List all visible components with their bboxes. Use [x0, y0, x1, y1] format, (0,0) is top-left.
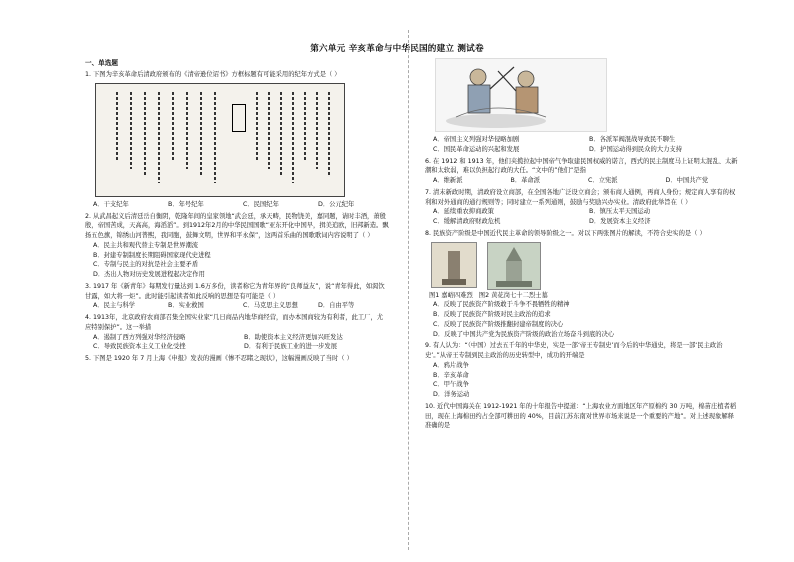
answer-option[interactable]: D．洋务运动: [433, 391, 470, 398]
answer-option[interactable]: D．杰出人物对历史发展进程起决定作用: [93, 271, 205, 279]
decree-text-column: [144, 92, 146, 176]
question-text: 5. 下图是 1920 年 7 月上海《申报》发表的漫画《惨不忍睹之现状》，这幅漫画反映了当时（ ）: [85, 355, 353, 363]
page-title: 第六单元 辛亥革命与中华民国的建立 测试卷: [310, 44, 484, 54]
decree-text-column: [256, 92, 258, 162]
decree-text-column: [214, 92, 216, 183]
decree-text-column: [200, 92, 202, 176]
answer-options: [433, 361, 739, 400]
decree-text-column: [116, 92, 118, 162]
answer-option[interactable]: C．马克思主义思想: [243, 302, 298, 310]
decree-text-column: [304, 92, 306, 162]
tomb-drawing: [488, 243, 540, 289]
answer-option[interactable]: A．民主与科学: [93, 302, 136, 310]
question-text: 7. 清末新政时期，清政府设立商部，在全国各地广泛设立商会；颁布商人通例，再商人身份；规定商人享有的权利和对外通商的通行规则等；同时建立一系列通则，鼓励与奖励兴办实业。清政府此举旨在（ ）: [425, 188, 736, 206]
question-text: 4. 1913年，北京政府农商部召集全国实业家“几日商品内地华商经营，而办本国商较为有利者，此工厂，尤应特别保护”。这一举措: [85, 314, 384, 331]
decree-text-column: [186, 92, 188, 169]
question-text: 9. 有人认为：“（中国）过去五千年的中华史，实是一部‘帝王专制史’而今后的中华通史，将是一部‘民主政治史’。”从帝王专制到民主政治的历史转型中，成功的开端是: [425, 342, 723, 359]
answer-option[interactable]: B．革命派: [510, 177, 541, 184]
left-column: [85, 58, 389, 366]
abdication-decree-image: [95, 83, 345, 197]
answer-option[interactable]: D．公元纪年: [318, 200, 355, 208]
question-block: [425, 188, 739, 227]
answer-options: [93, 301, 389, 311]
decree-text-column: [292, 92, 294, 183]
answer-option[interactable]: B．反映了民族资产阶级对民主政治的追求: [433, 311, 551, 318]
answer-option[interactable]: C．缓解清政府财政危机: [433, 218, 501, 225]
question-text: 6. 在 1912 和 1913 年，他们夹揽拉起中国帝气争取建民国权威的诺言，西式的民主制度马上证明太混乱、太新潮和太软弱，难以负担起行政的大任。“文中的”他们“是指: [425, 157, 738, 175]
answer-option[interactable]: A．遏制了西方列强对华经济侵略: [93, 333, 186, 341]
answer-options: [93, 333, 389, 353]
question-text: 1. 下图为辛亥革命后清政府颁布的《清帝逊位诏书》方框标题有可能采用的纪年方式是（ ）: [85, 71, 341, 79]
question-block: [85, 282, 389, 311]
answer-option[interactable]: A．鸦片战争: [433, 361, 469, 369]
warlord-cartoon-image: [435, 58, 607, 132]
answer-option[interactable]: C．专制与民主的对抗是社会主要矛盾: [93, 261, 199, 269]
answer-option[interactable]: B．镇压太平天国运动: [589, 208, 650, 216]
answer-option[interactable]: B．封建专制制度长期阻碍国家现代史进程: [93, 251, 211, 259]
tomb-photo: [487, 242, 541, 290]
answer-option[interactable]: C．导致民族资本主义工业化受挫: [93, 343, 186, 351]
column-divider: [408, 30, 409, 550]
left-question-list: [85, 70, 389, 364]
answer-options: [433, 135, 739, 155]
decree-text-column: [268, 92, 270, 169]
question-block: [425, 229, 739, 340]
decree-text-column: [328, 92, 330, 176]
answer-option[interactable]: A．干支纪年: [93, 200, 129, 208]
question-text: 10. 近代中国海关在 1912-1921 年的十年报告中提道：“上海农业方面地区年产原棉约 30 万吨，棉苗庄植者稻田，现在上海棉田约占全部可耕田的 40%，目前江苏东南对世界市场来说是一个重要的产地”。对上述现象解释准确的是: [425, 402, 737, 430]
answer-option[interactable]: B．辛亥革命: [433, 371, 469, 379]
answer-option[interactable]: C．民国纪年: [243, 200, 279, 208]
answer-options: [93, 241, 389, 280]
decree-text-column: [172, 92, 174, 162]
photo-figures: [425, 242, 739, 301]
answer-option[interactable]: B．助使资本主义经济更加兴旺发达: [244, 333, 343, 341]
decree-text-column: [316, 92, 318, 169]
question-block: [425, 341, 739, 400]
answer-options: [433, 176, 739, 186]
answer-option[interactable]: B．年号纪年: [168, 200, 204, 208]
answer-option[interactable]: A．帝国主义列强对华侵略加剧: [433, 136, 520, 143]
question-text: 8. 民族资产阶级是中国近代民主革命的领导阶级之一。对以下两张图片的解读，不符合史实的是（ ）: [425, 229, 706, 237]
answer-option[interactable]: A．维新派: [433, 177, 463, 184]
answer-option[interactable]: D．护国运动得到民众的大力支持: [589, 145, 683, 153]
memorial-photo: [431, 242, 477, 288]
cartoon-drawing: [436, 59, 606, 131]
answer-option[interactable]: D．有利于民族工业的进一步发展: [244, 343, 338, 351]
answer-options: [433, 300, 739, 339]
answer-option[interactable]: A．延续重农抑商政策: [433, 208, 494, 216]
question-block: [425, 58, 739, 155]
answer-options: [93, 200, 389, 210]
decree-text-column: [280, 92, 282, 176]
answer-option[interactable]: D．反映了中国共产党为民族资产阶级的政治立场奋斗到底的决心: [433, 330, 615, 338]
answer-option[interactable]: C．立宪派: [588, 177, 618, 184]
answer-option[interactable]: D．发展资本主义经济: [589, 218, 651, 225]
highlight-box: [232, 104, 246, 132]
question-block: [425, 402, 739, 431]
answer-option[interactable]: D．自由平等: [318, 302, 355, 310]
question-block: [425, 157, 739, 186]
question-text: 2. 从武昌起义后清廷岳自衡阴，乾隆年间的皇家领地“武会廷，承天畴，民物饶美，嘉同题，请时丰酒，萧殷殷，帝国苦成，天高高，海滔滔”。到1912年2月的中华民国国歌“亚东开化中国早，揖美追欧，旧邦新造。飘扬五色旗，锦绣山河普熙，我同胞，鼓舞文明，世界和平永保”，这两首乐曲的国歌歌词内容说明了（ ）: [85, 212, 389, 240]
question-block: [85, 212, 389, 280]
decree-text-column: [158, 92, 160, 183]
photo-caption: 图1 嘉峪四难烈: [429, 291, 473, 299]
photo-captions: [429, 291, 739, 301]
photo-row: [431, 242, 739, 290]
answer-option[interactable]: D．中国共产党: [665, 177, 709, 184]
question-block: [85, 70, 389, 210]
question-block: [85, 354, 389, 364]
right-question-list: [425, 58, 739, 431]
answer-option[interactable]: A．民主共和观代替主专制是世界潮流: [93, 241, 199, 249]
section-heading: 一、单选题: [85, 59, 118, 67]
question-text: 3. 1917 年《新青年》每期发行量达到 1.6万多份，读者称它为青年界的“良师益友”，说“青年得此，如渴饮甘露，如大将一炬”。此时能引起读者如此反响的思想是有可能是（ ）: [85, 282, 385, 300]
decree-text-column: [130, 92, 132, 169]
answer-option[interactable]: C．反映了民族资产阶级推翻封建帝制度的决心: [433, 320, 564, 328]
photo-caption: 图2 黄花岗七十二烈士墓: [478, 291, 548, 299]
answer-option[interactable]: A．反映了民族资产阶级敢于斗争不畏牺牲的精神: [433, 301, 570, 309]
answer-option[interactable]: B．各派军阀混战导致民不聊生: [589, 136, 676, 143]
right-column: [425, 58, 739, 433]
answer-option[interactable]: C．国民革命运动的兴起和发展: [433, 145, 520, 153]
memorial-drawing: [432, 243, 476, 287]
answer-option[interactable]: B．实业救国: [168, 302, 204, 310]
answer-options: [433, 207, 739, 227]
question-block: [85, 313, 389, 352]
answer-option[interactable]: C．甲午战争: [433, 381, 469, 389]
